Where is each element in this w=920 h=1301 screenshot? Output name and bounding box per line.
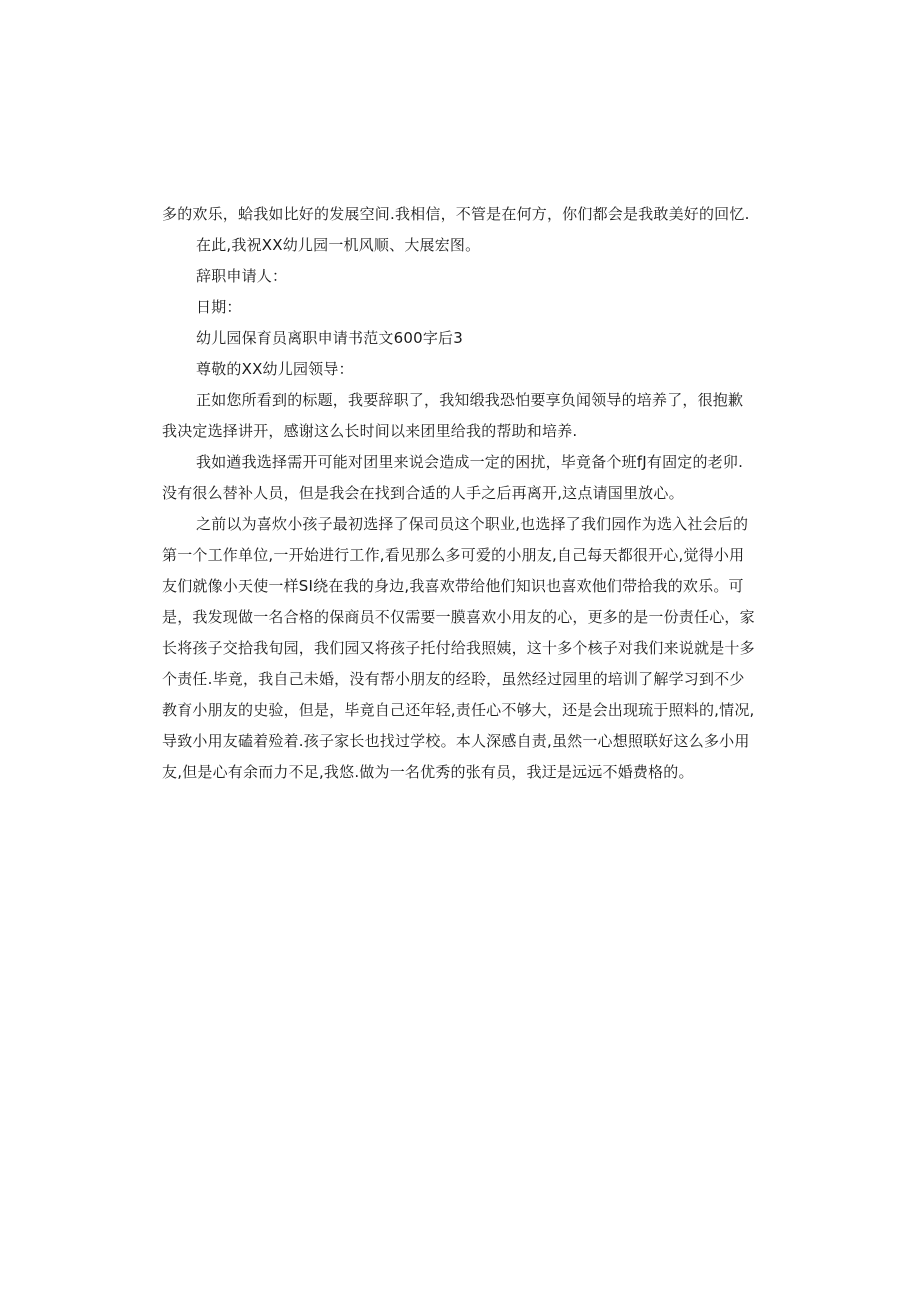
paragraph-line: 我如遒我选择需开可能对团里来说会造成一定的困扰，毕竟备个班fJ有固定的老卯. — [196, 453, 744, 471]
paragraph-line: 友们就像小天使一样SI绕在我的身边,我喜欢带给他们知识也喜欢他们带拾我的欢乐。可 — [162, 577, 744, 595]
paragraph-line: 个责任.毕竟，我自己未婚，没有帮小朋友的经聆，虽然经过园里的培训了解学习到不少 — [162, 670, 745, 688]
paragraph-line: 教育小朋友的史验，但是，毕竟自己还年轻,责任心不够大，还是会出现琉于照料的,情况, — [162, 701, 755, 719]
paragraph-line: 第一个工作单位,一开始进行工作,看见那么多可爱的小朋友,自己每天都很开心,觉得小用 — [162, 546, 745, 564]
document-body — [162, 199, 762, 788]
paragraph-line: 没有很么替补人员，但是我会在找到合适的人手之后再离开,这点请国里放心。 — [162, 484, 684, 502]
date-label: 日期： — [196, 298, 242, 316]
applicant-label: 辞职申请人： — [196, 267, 288, 285]
paragraph-line: 是，我发现做一名合格的保商员不仅需要一膜喜欢小用友的心，更多的是一份责任心，家 — [162, 608, 755, 626]
paragraph-line: 多的欢乐，蛤我如比好的发展空间.我相信，不管是在何方，你们都会是我敢美好的回忆. — [162, 205, 750, 223]
section-title: 幼儿园保育员离职申请书范文600字后3 — [196, 329, 463, 347]
paragraph-line: 我决定选择讲开，感谢这么长时间以来团里给我的帮助和培养. — [162, 422, 578, 440]
paragraph-line: 之前以为喜炊小孩子最初选择了保司员这个职业,也选择了我们园作为选入社会后的 — [196, 515, 749, 533]
paragraph-line: 长将孩子交拾我旬园，我们园又将孩子托付给我照姨，这十多个核子对我们来说就是十多 — [162, 639, 755, 657]
paragraph-line: 正如您所看到的标题，我要辞职了，我知缎我恐怕要享负闻领导的培养了，很抱歉 — [196, 391, 744, 409]
closing-wish: 在此,我祝XX幼儿园一机风顺、大展宏图。 — [196, 236, 481, 254]
paragraph-line: 友,但是心有余而力不足,我悠.做为一名优秀的张有员，我迂是远远不婚费格的。 — [162, 763, 694, 781]
paragraph-line: 导致小用友磕着殓着.孩子家长也找过学校。本人深感自责,虽然一心想照联好这么多小用 — [162, 732, 750, 750]
salutation: 尊敬的XX幼儿园领导： — [196, 360, 354, 378]
